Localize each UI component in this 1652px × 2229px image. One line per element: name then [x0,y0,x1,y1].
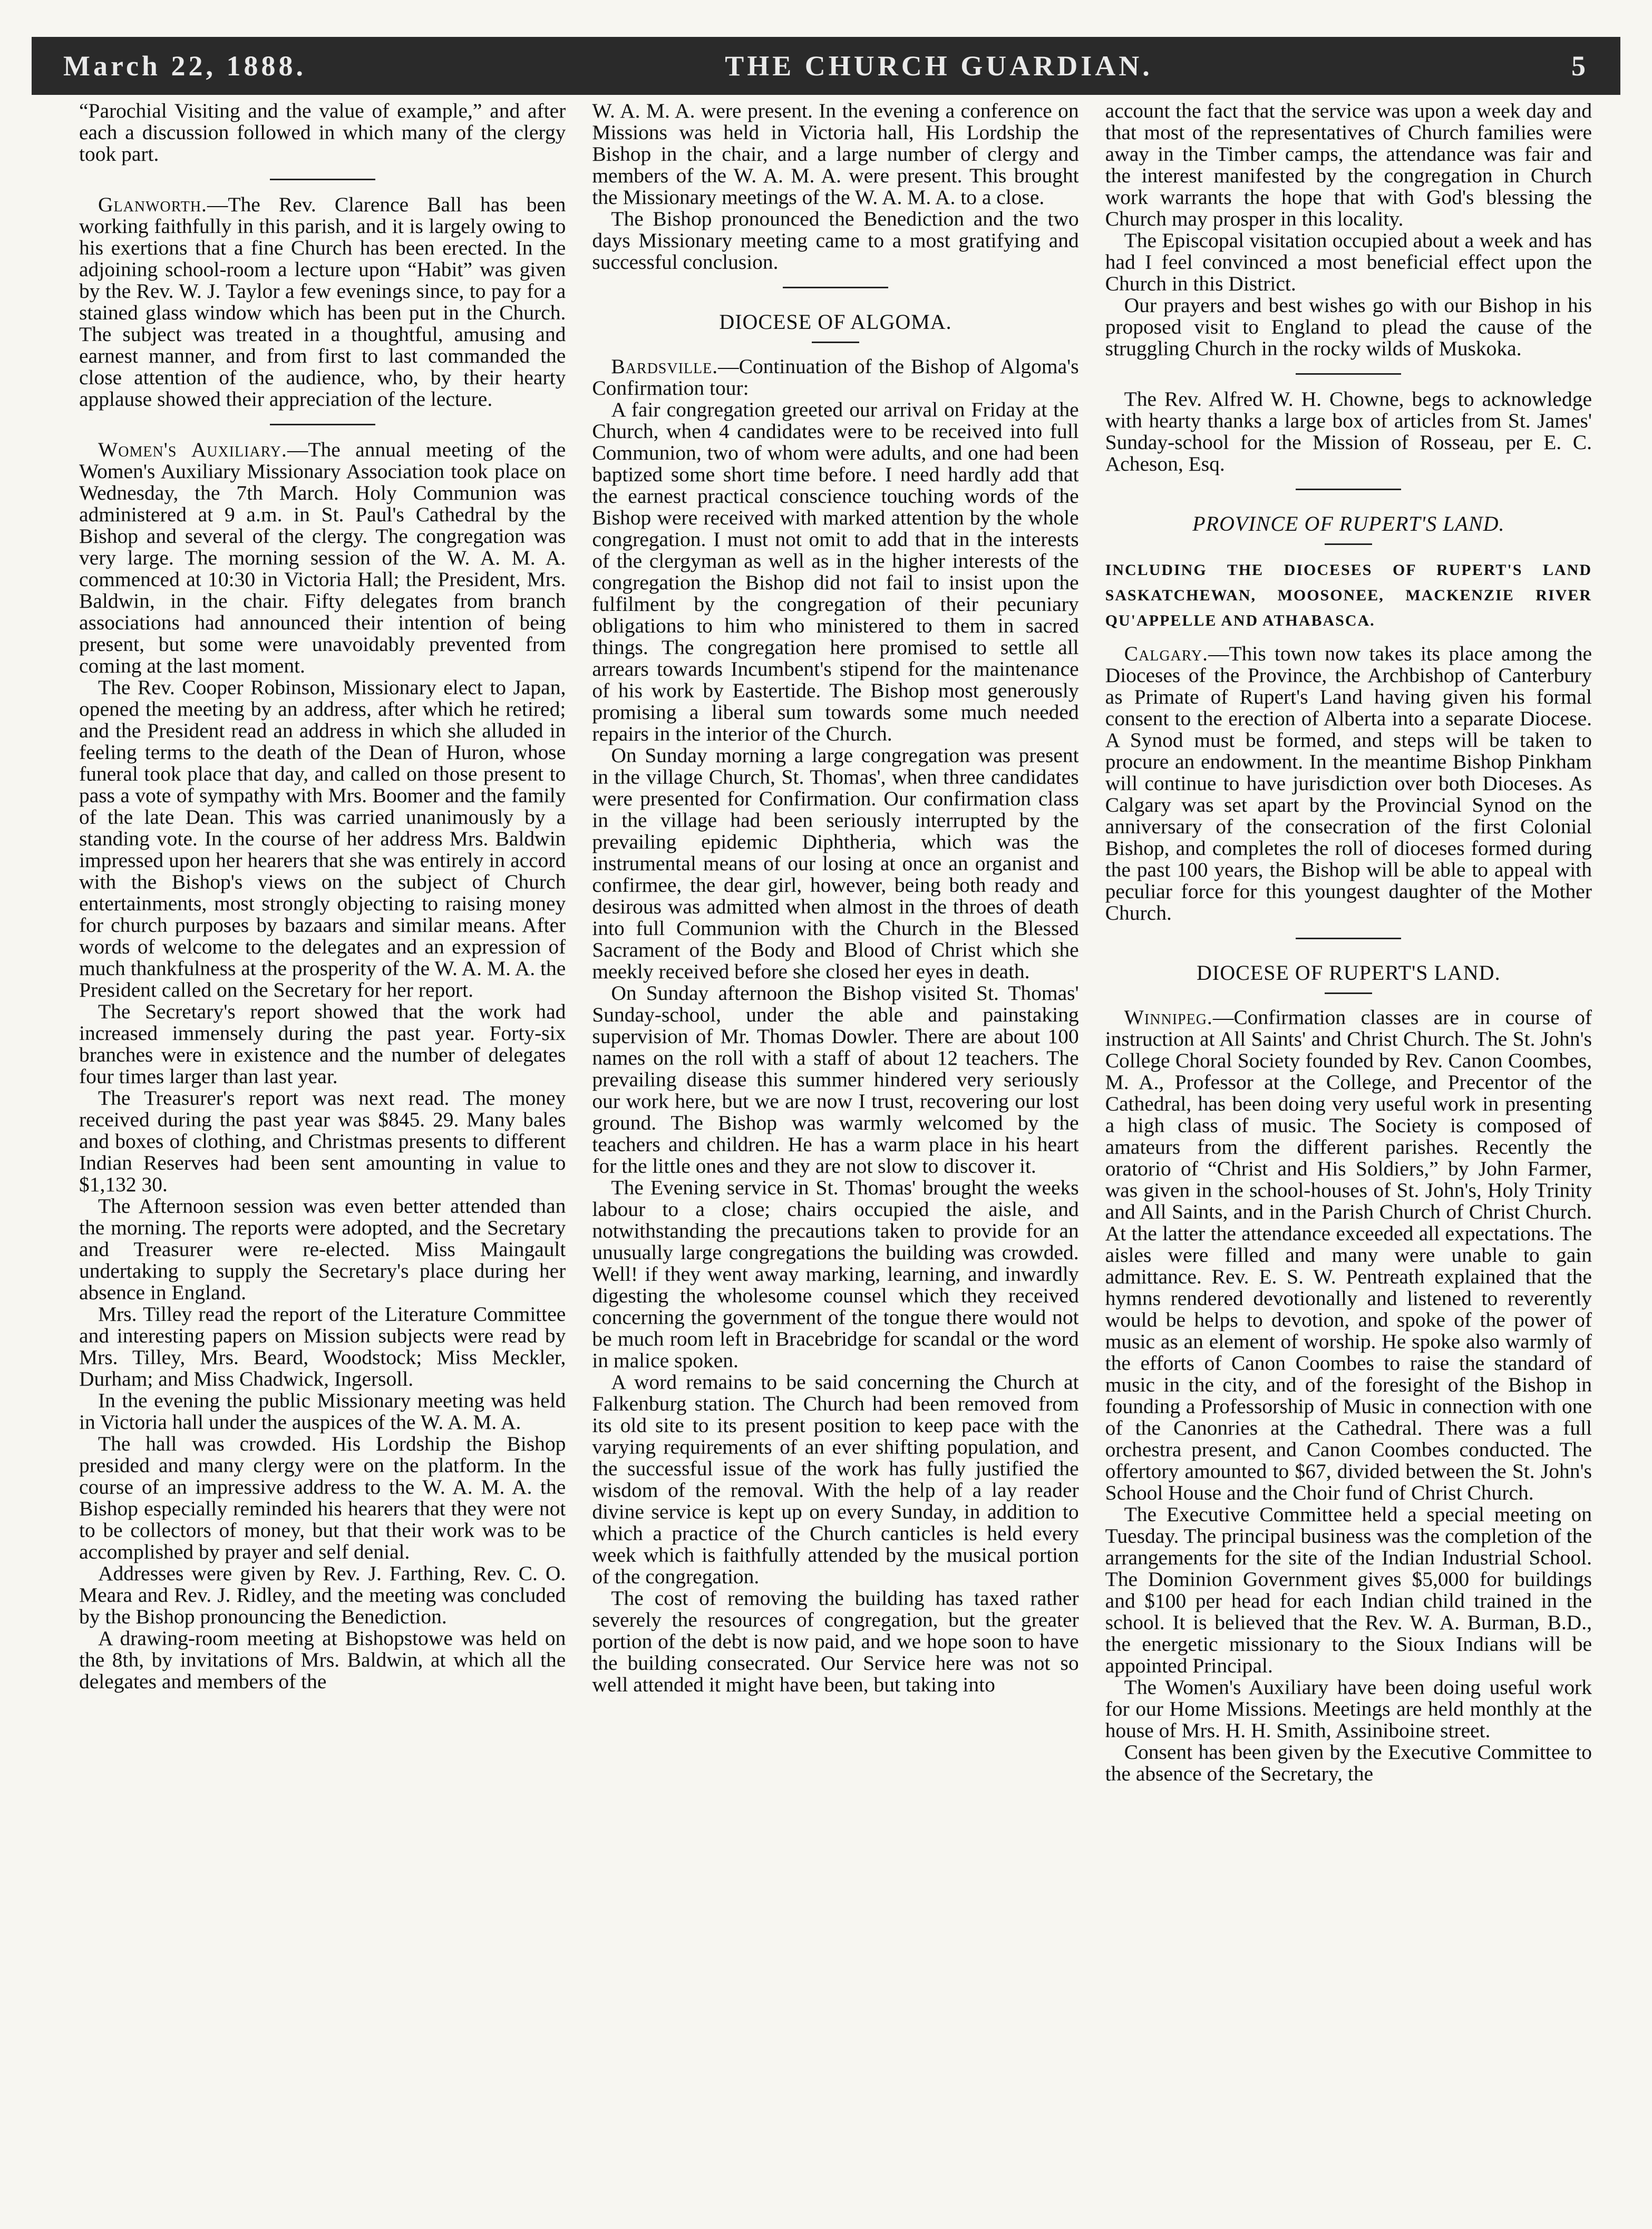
page-number: 5 [1571,50,1589,82]
article-glanworth [79,194,566,410]
paragraph: The hall was crowded. His Lordship the Bishop presided and many clergy were on the platform. In the course of an impressive address to the W. A. M. A. the Bishop especially reminded his hearers that they were not to be collectors of money, but that their work was to be accomplished by prayer and self denial. [79,1432,566,1563]
paragraph: W. A. M. A. were present. In the evening a conference on Missions was held in Victoria hall, His Lordship the Bishop in the chair, and a large number of clergy and members of the W. A. M. A. were present. This brought the Missionary meetings of the W. A. M. A. to a close. [592,100,1079,209]
lead-in: Calgary. [1124,642,1208,665]
paragraph: On Sunday afternoon the Bishop visited St. Thomas' Sunday-school, under the able and painstaking supervision of Mr. Thomas Dowler. There are about 100 names on the roll with a staff of about 12 teachers. The prevailing disease this summer hindered very seriously our work here, but we are now I trust, recovering our lost ground. The Bishop was warmly welcomed by the teachers and children. He has a warm place in his heart for the little ones and they are not slow to discover it. [592,981,1079,1177]
paragraph: The Executive Committee held a special meeting on Tuesday. The principal business was the completion of the arrangements for the site of the Indian Industrial School. The Dominion Government gives $5,000 for buildings and $100 per head for each Indian child trained in the school. It is believed that the Rev. W. A. Burman, B.D., the energetic missionary to the Sioux Indians will be appointed Principal. [1105,1503,1592,1677]
paragraph: —The annual meeting of the Women's Auxiliary Missionary Association took place on Wednesday, the 7th March. Holy Communion was administered at 9 a.m. in St. Paul's Cathedral by the Bishop and several of the clergy. The congregation was very large. The morning session of the W. A. M. A. commenced at 10:30 in Victoria Hall; the President, Mrs. Baldwin, in the chair. Fifty delegates from branch associations had announced their intention of being present, but some were unavoidably prevented from coming at the last moment. [79,438,566,677]
lead-in: Glanworth. [98,193,207,216]
paragraph: A word remains to be said concerning the Church at Falkenburg station. The Church had been removed from its old site to its present position to keep pace with the varying requirements of an ever shifting population, and the successful issue of the work has fully justified the wisdom of the removal. With the help of a lay reader divine service is kept up on every Sunday, in addition to which a practice of the Church canticles is held every week which is faithfully attended by the musical portion of the congregation. [592,1370,1079,1588]
article-calgary [1105,643,1592,924]
paragraph: A fair congregation greeted our arrival on Friday at the Church, when 4 candidates were to be received into full Communion, two of whom were adults, and one had been baptized some short time before. I need hardly add that the earnest practical conscience touching words of the Bishop were received with marked attention by the whole congregation. I must not omit to add that in the interests of the clergyman as well as in the higher interests of the congregation the Bishop did not fail to insist upon the fulfilment by the congregation of their pecuniary obligations to him who ministered to them in sacred things. The congregation here promised to settle all arrears towards Incumbent's stipend for the maintenance of his work by Eastertide. The Bishop most generously promising a liberal sum towards some much needed repairs in the interior of the Church. [592,398,1079,745]
article-bardsville [592,356,1078,399]
article-winnipeg [1105,1007,1592,1504]
section-heading-ruperts-land: DIOCESE OF RUPERT'S LAND. [1197,961,1501,985]
paragraph: —The Rev. Clarence Ball has been working faithfully in this parish, and it is largely owing to his exertions that a fine Church has been erected. In the adjoining school-room a lecture upon “Habit” was given by the Rev. W. J. Taylor a few evenings since, to pay for a stained glass window which has been put in the Church. The subject was treated in a thoughtful, amusing and earnest manner, and from first to last commanded the close attention of the audience, who, by their hearty applause showed their appreciation of the lecture. [79,193,566,411]
divider [270,424,375,425]
section-heading-province: PROVINCE OF RUPERT'S LAND. [1192,512,1505,536]
paragraph: Mrs. Tilley read the report of the Literature Committee and interesting papers on Mission subjects were read by Mrs. Tilley, Mrs. Beard, Woodstock; Miss Meckler, Durham; and Miss Chadwick, Ingersoll. [79,1302,566,1390]
divider [1325,543,1372,545]
paragraph: “Parochial Visiting and the value of example,” and after each a discussion followed in which many of the clergy took part. [79,100,566,166]
divider [1325,992,1372,994]
paragraph: The cost of removing the building has taxed rather severely the resources of congregation, but the greater portion of the debt is now paid, and we hope soon to have the building consecrated. Our Service here was not so well attended it might have been, but taking into [592,1586,1079,1696]
paragraph: The Secretary's report showed that the work had increased immensely during the past year. Forty-six branches were in existence and the number of delegates four times larger than last year. [79,1000,566,1088]
article-columns [79,100,1592,2198]
paragraph: The Treasurer's report was next read. The money received during the past year was $845. 29. Many bales and boxes of clothing, and Christmas presents to different Indian Reserves had been sent amounting in value to $1,132 30. [79,1086,566,1196]
paragraph: Consent has been given by the Executive Committee to the absence of the Secretary, the [1105,1740,1592,1785]
paragraph: The Rev. Cooper Robinson, Missionary elect to Japan, opened the meeting by an address, after which he retired; and the President read an address in which she alluded in feeling terms to the death of the Dean of Huron, whose funeral took place that day, and called on those present to pass a vote of sympathy with Mrs. Boomer and the family of the late Dean. This was carried unanimously by a standing vote. In the course of her address Mrs. Baldwin impressed upon her hearers that she was entirely in accord with the Bishop's views on the subject of Church entertainments, most strongly objecting to raising money for church purposes by bazaars and similar means. After words of welcome to the delegates and an expression of much thankfulness at the prosperity of the W. A. M. A. the President called on the Secretary for her report. [79,676,566,1001]
section-heading-algoma: DIOCESE OF ALGOMA. [719,310,952,334]
paragraph: Our prayers and best wishes go with our Bishop in his proposed visit to England to plead the cause of the struggling Church in the rocky wilds of Muskoka. [1105,294,1592,360]
paragraph: Addresses were given by Rev. J. Farthing, Rev. C. O. Meara and Rev. J. Ridley, and the meeting was concluded by the Bishop pronouncing the Benediction. [79,1562,566,1628]
paragraph: account the fact that the service was upon a week day and that most of the representatives of Church families were away in the Timber camps, the attendance was fair and the interest manifested by the congregation in Church work warrants the hope that with God's blessing the Church may prosper in this locality. [1105,100,1592,230]
column-3 [1105,100,1592,2198]
lead-in: Winnipeg. [1124,1006,1213,1029]
divider [1296,938,1401,939]
paragraph: A drawing-room meeting at Bishopstowe was held on the 8th, by invitations of Mrs. Baldwin, at which all the delegates and members of the [79,1627,566,1693]
masthead-date: March 22, 1888. [63,50,306,82]
lead-in: Women's Auxiliary. [98,438,287,461]
paragraph: —Continuation of the Bishop of Algoma's Confirmation tour: [592,355,1079,400]
masthead [32,37,1620,95]
paragraph: —Confirmation classes are in course of instruction at All Saints' and Christ Church. The St. John's College Choral Society founded by Rev. Canon Coombes, M. A., Professor at the College, and Precentor of the Cathedral, has been doing very useful work in presenting a high class of music. The Society is composed of amateurs from the different parishes. Recently the oratorio of “Christ and His Soldiers,” by John Farmer, was given in the school-houses of St. John's, Holy Trinity and All Saints, and in the Parish Church of Christ Church. At the latter the attendance exceeded all expectations. The aisles were filled and many were unable to gain admittance. Rev. E. S. W. Pentreath explained that the hymns rendered devotionally and listened to reverently would be helps to devotion, and spoke of the power of music as an element of worship. He spoke also warmly of the efforts of Canon Coombes to raise the standard of music in the city, and of the foresight of the Bishop in founding a Professorship of Music in connection with one of the Canonries at the Cathedral. There was a full orchestra present, and Canon Coombes conducted. The offertory amounted to $67, divided between the St. John's School House and the Choir fund of Christ Church. [1105,1006,1592,1504]
divider [270,179,375,180]
masthead-title: THE CHURCH GUARDIAN. [725,50,1153,82]
paragraph: The Episcopal visitation occupied about a week and has had I feel convinced a most beneficial effect upon the Church in this District. [1105,229,1592,295]
lead-in: Bardsville. [611,355,718,378]
paragraph: The Evening service in St. Thomas' brought the weeks labour to a close; chairs occupied the aisle, and notwithstanding the precautions taken to provide for an unusually large congregations the building was crowded. Well! if they went away marking, learning, and inwardly digesting the wholesome counsel which they received concerning the government of the tongue there would not be much room left in Bracebridge for scandal or the word in malice spoken. [592,1176,1079,1372]
paragraph: —This town now takes its place among the Dioceses of the Province, the Archbishop of Canterbury as Primate of Rupert's Land having given his formal consent to the erection of Alberta into a separate Diocese. A Synod must be formed, and steps will be taken to procure an endowment. In the meantime Bishop Pinkham will continue to have jurisdiction over both Dioceses. As Calgary was set apart by the Provincial Synod on the anniversary of the consecration of the first Colonial Bishop, and completes the roll of dioceses formed during the past 100 years, the Bishop will be able to appeal with peculiar force for this youngest daughter of the Mother Church. [1105,642,1592,924]
paragraph: The Women's Auxiliary have been doing useful work for our Home Missions. Meetings are held monthly at the house of Mrs. H. H. Smith, Assiniboine street. [1105,1676,1592,1742]
column-2 [592,100,1078,2198]
paragraph: On Sunday morning a large congregation was present in the village Church, St. Thomas', when three candidates were presented for Confirmation. Our confirmation class in the village had been seriously interrupted by the prevailing epidemic Diphtheria, which was the instrumental means of our losing at once an organist and confirmee, the dear girl, however, being both ready and desirous was admitted when almost in the throes of death into full Communion with the Church in the Blessed Sacrament of the Body and Blood of Christ which she meekly received before she closed her eyes in death. [592,744,1079,983]
section-subheading: INCLUDING THE DIOCESES OF RUPERT'S LAND SASKATCHEWAN, MOOSONEE, MACKENZIE RIVER QU'APPELLE AND ATHABASCA. [1105,561,1592,629]
divider [1296,489,1401,490]
article-womens-auxiliary [79,439,566,677]
divider [812,342,859,343]
paragraph: The Afternoon session was even better attended than the morning. The reports were adopted, and the Secretary and Treasurer were re-elected. Miss Maingault undertaking to supply the Secretary's place during her absence in England. [79,1194,566,1304]
paragraph: The Rev. Alfred W. H. Chowne, begs to acknowledge with hearty thanks a large box of articles from St. James' Sunday-school for the Mission of Rosseau, per E. C. Acheson, Esq. [1105,387,1592,475]
column-1 [79,100,566,2198]
paragraph: The Bishop pronounced the Benediction and the two days Missionary meeting came to a most gratifying and successful conclusion. [592,207,1079,274]
divider [783,287,888,288]
paragraph: In the evening the public Missionary meeting was held in Victoria hall under the auspices of the W. A. M. A. [79,1389,566,1434]
divider [1296,373,1401,375]
